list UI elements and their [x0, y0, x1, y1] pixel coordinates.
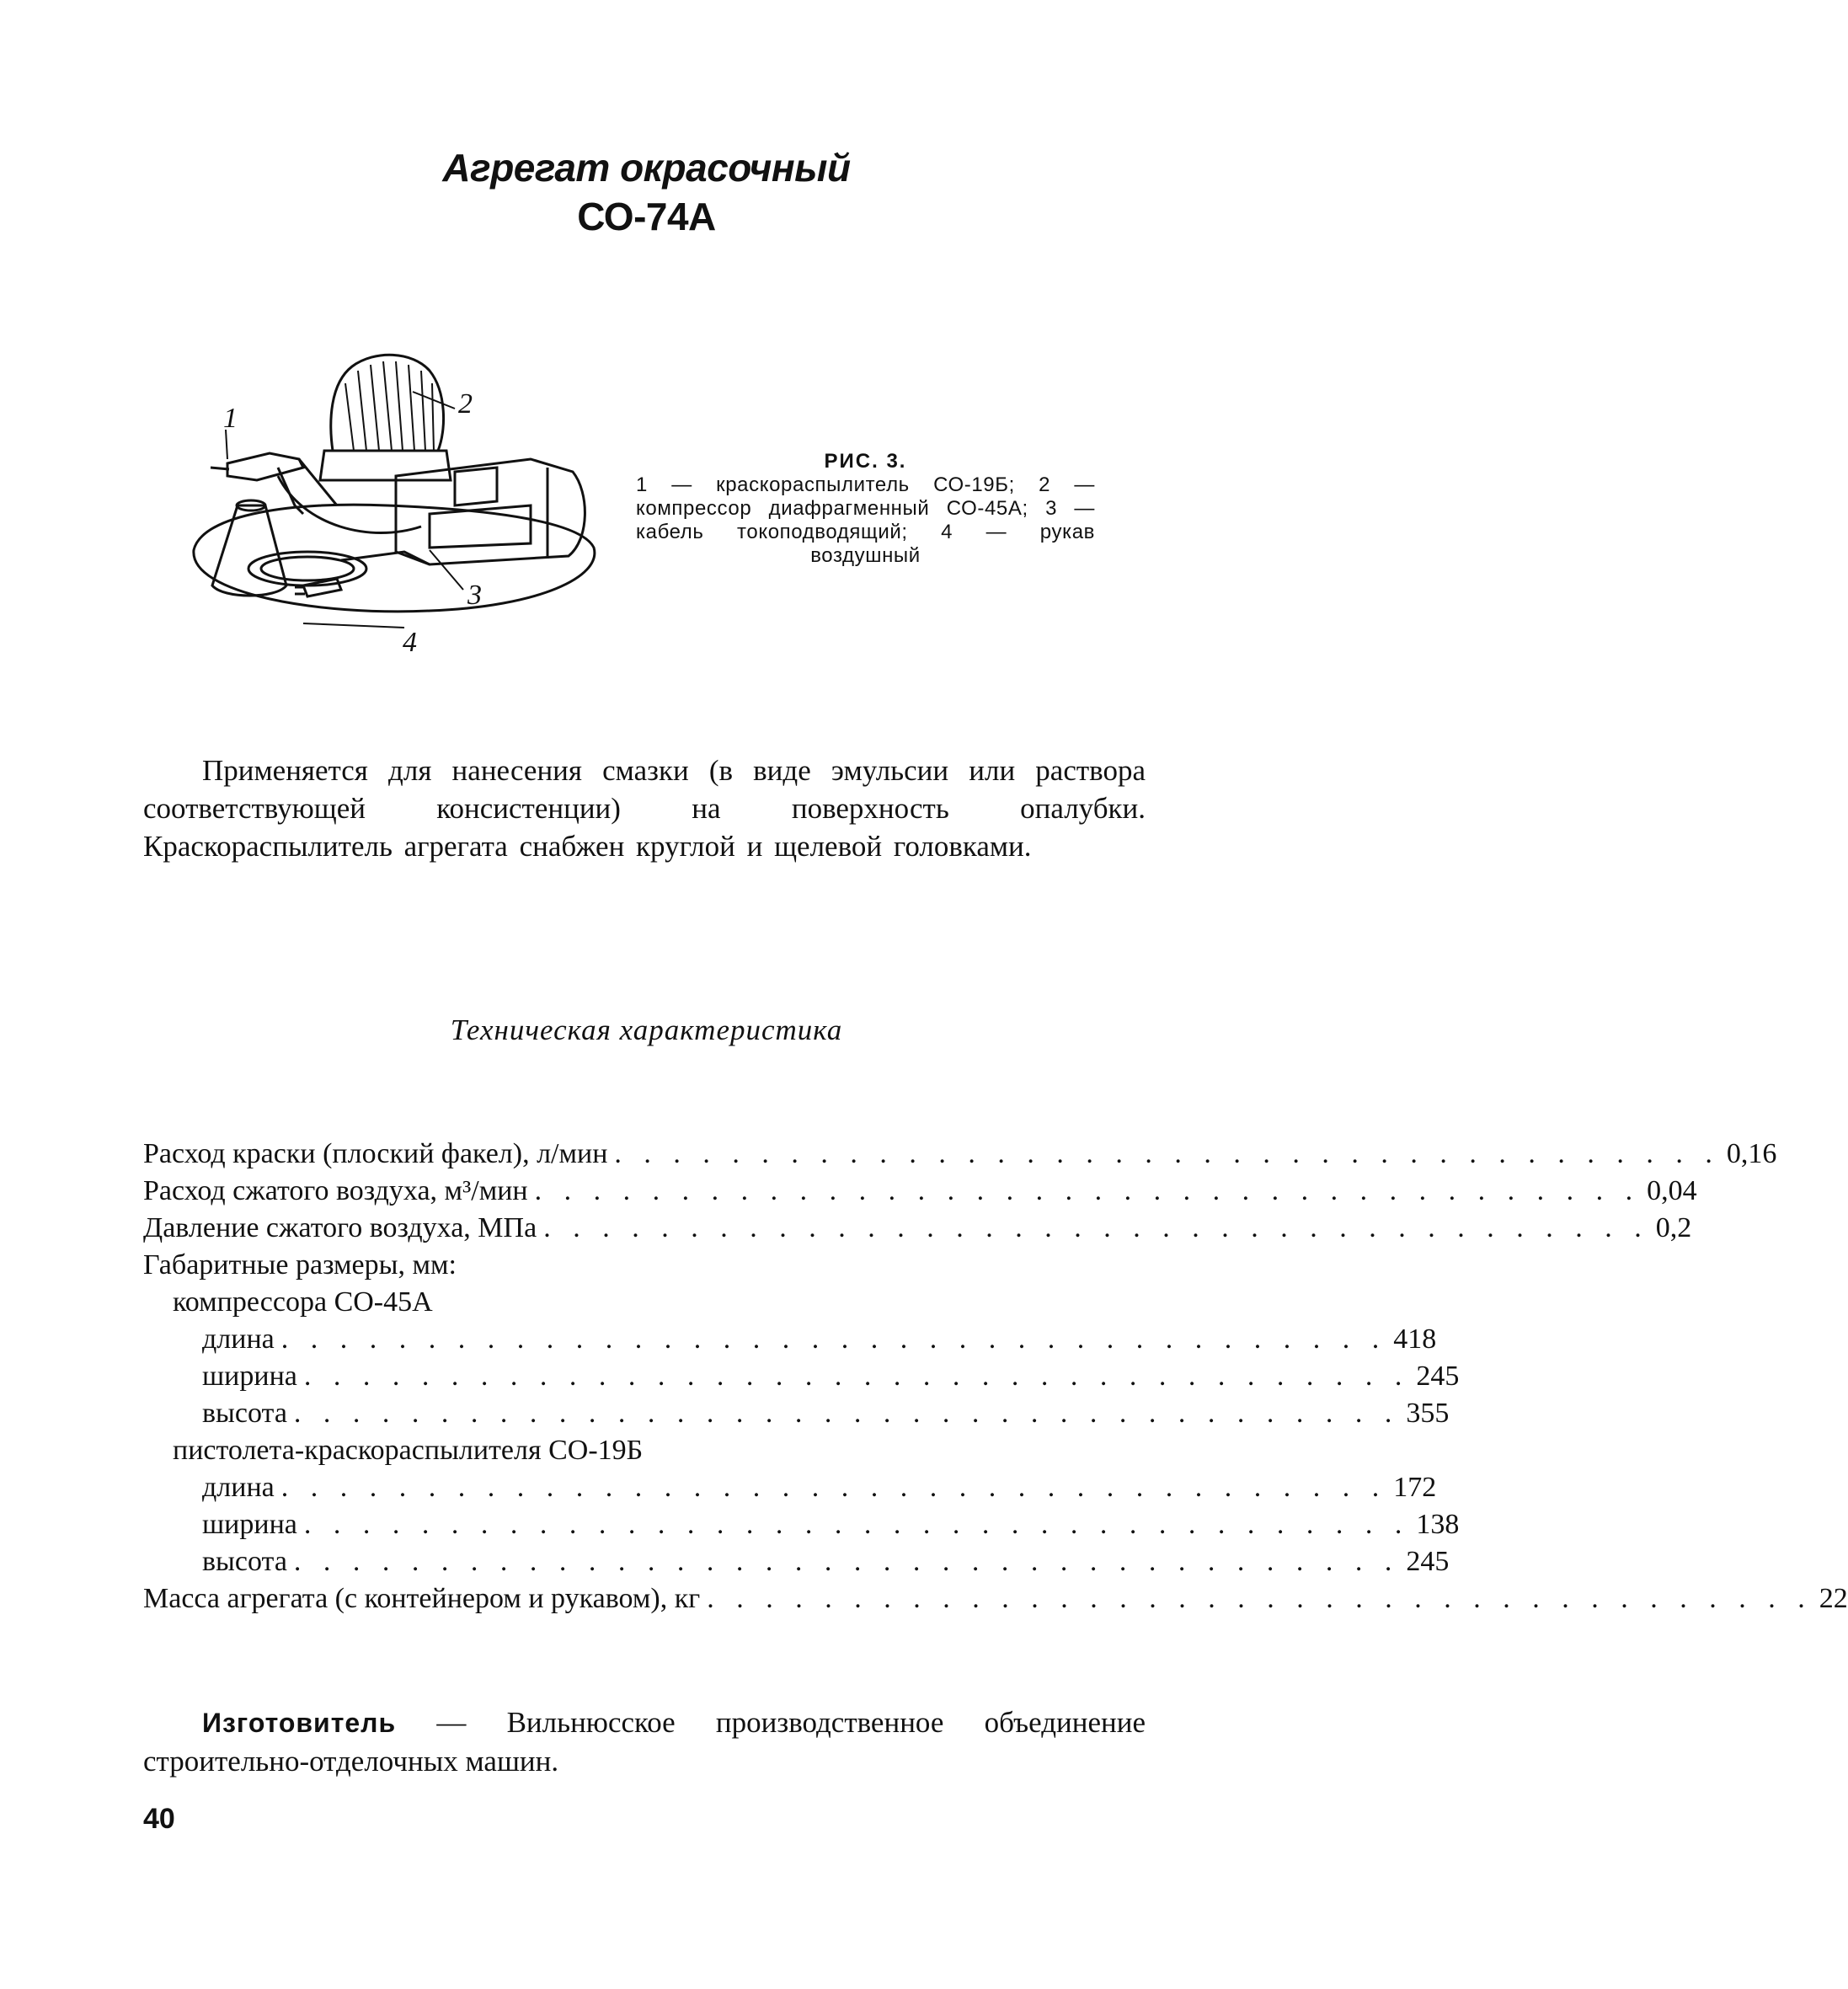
spec-label: длина — [202, 1472, 275, 1503]
figure-label-2: 2 — [458, 388, 473, 420]
spec-label: высота — [202, 1398, 287, 1429]
spec-row — [143, 1469, 1437, 1506]
specs-list — [143, 1136, 1848, 1617]
spec-value: 418 — [1393, 1323, 1437, 1355]
intro-paragraph — [143, 751, 1146, 865]
page-number: 40 — [143, 1803, 175, 1835]
spray-gun — [227, 453, 303, 480]
spec-value: 355 — [1406, 1398, 1450, 1429]
spec-label: Давление сжатого воздуха, МПа — [143, 1212, 537, 1243]
spec-row — [143, 1136, 1777, 1173]
spec-row — [143, 1543, 1450, 1580]
spec-value: 22 — [1819, 1583, 1848, 1614]
spec-value: 245 — [1416, 1361, 1460, 1392]
spec-row — [143, 1506, 1460, 1543]
spec-row — [143, 1580, 1848, 1617]
spec-row — [143, 1284, 1146, 1321]
spec-value: 0,16 — [1726, 1138, 1777, 1169]
spec-label: Расход сжатого воздуха, м³/мин — [143, 1175, 528, 1206]
intro-text: Применяется для нанесения смазки (в виде эмульсии или раствора соответствующей консистенции) на поверхность опалубки. Краскораспылитель агрегата снабжен круглой и щелевой головками. — [143, 754, 1146, 863]
motor-housing — [396, 459, 585, 564]
figure-label-4: 4 — [403, 627, 417, 658]
spec-row — [143, 1432, 1146, 1469]
caption-heading: РИС. 3. — [824, 450, 907, 473]
leader-dots: . . . . . . . . . . . . . . . . . . . . . . . . . . . . . . . . . . . . . . — [534, 1175, 1641, 1206]
title-line-2: СО-74А — [577, 195, 716, 238]
spec-row — [143, 1321, 1437, 1358]
spec-group-label: Габаритные размеры, мм: — [143, 1249, 457, 1281]
spec-subgroup-label: пистолета-краскораспылителя СО-19Б — [173, 1435, 644, 1466]
leader-dots: . . . . . . . . . . . . . . . . . . . . . . . . . . . . . . . . . . . . . . — [303, 1509, 1410, 1540]
spec-value: 172 — [1393, 1472, 1437, 1503]
leader-dots: . . . . . . . . . . . . . . . . . . . . . . . . . . . . . . . . . . . . . . — [280, 1472, 1387, 1503]
spec-row — [143, 1210, 1692, 1247]
page-title — [0, 143, 1293, 241]
spec-label: ширина — [202, 1509, 297, 1540]
title-line-1: Агрегат окрасочный — [442, 146, 851, 190]
leader-dots: . . . . . . . . . . . . . . . . . . . . . . . . . . . . . . . . . . . . . . — [280, 1323, 1387, 1355]
figure-caption — [636, 450, 1095, 568]
manufacturer-label: Изготовитель — [202, 1708, 397, 1738]
spec-row — [143, 1247, 1146, 1284]
spec-value: 0,04 — [1647, 1175, 1697, 1206]
spec-label: Масса агрегата (с контейнером и рукавом), кг — [143, 1583, 701, 1614]
figure-illustration — [177, 333, 598, 687]
spec-label: высота — [202, 1546, 287, 1577]
leader-dots: . . . . . . . . . . . . . . . . . . . . . . . . . . . . . . . . . . . . . . — [293, 1546, 1400, 1577]
caption-text: 1 — краскораспылитель СО-19Б; 2 — компрессор диафрагменный СО-45А; 3 — кабель токоподводящий; 4 — рукав воздушный — [636, 473, 1095, 567]
leader-dots: . . . . . . . . . . . . . . . . . . . . . . . . . . . . . . . . . . . . . . — [543, 1212, 1649, 1243]
spec-row — [143, 1395, 1450, 1432]
leader-dots: . . . . . . . . . . . . . . . . . . . . . . . . . . . . . . . . . . . . . . — [707, 1583, 1813, 1614]
spec-row — [143, 1358, 1460, 1395]
manufacturer-paragraph — [143, 1703, 1146, 1781]
spec-row — [143, 1173, 1697, 1210]
leader-dots: . . . . . . . . . . . . . . . . . . . . . . . . . . . . . . . . . . . . . . — [303, 1361, 1410, 1392]
spec-value: 0,2 — [1655, 1212, 1692, 1243]
spec-value: 138 — [1416, 1509, 1460, 1540]
figure-label-1: 1 — [223, 403, 238, 434]
spec-label: длина — [202, 1323, 275, 1355]
spray-unit-drawing — [177, 333, 598, 687]
spec-value: 245 — [1406, 1546, 1450, 1577]
leader-dots: . . . . . . . . . . . . . . . . . . . . . . . . . . . . . . . . . . . . . . — [293, 1398, 1400, 1429]
manufacturer-text: — Вильнюсское производственное объединение строительно-отделочных машин. — [143, 1706, 1146, 1778]
spec-label: Расход краски (плоский факел), л/мин — [143, 1138, 608, 1169]
figure-label-3: 3 — [467, 580, 482, 611]
spec-subgroup-label: компрессора СО-45А — [173, 1286, 433, 1318]
leader-dots: . . . . . . . . . . . . . . . . . . . . . . . . . . . . . . . . . . . . . . — [614, 1138, 1720, 1169]
specs-heading: Техническая характеристика — [450, 1013, 843, 1046]
spec-label: ширина — [202, 1361, 297, 1392]
